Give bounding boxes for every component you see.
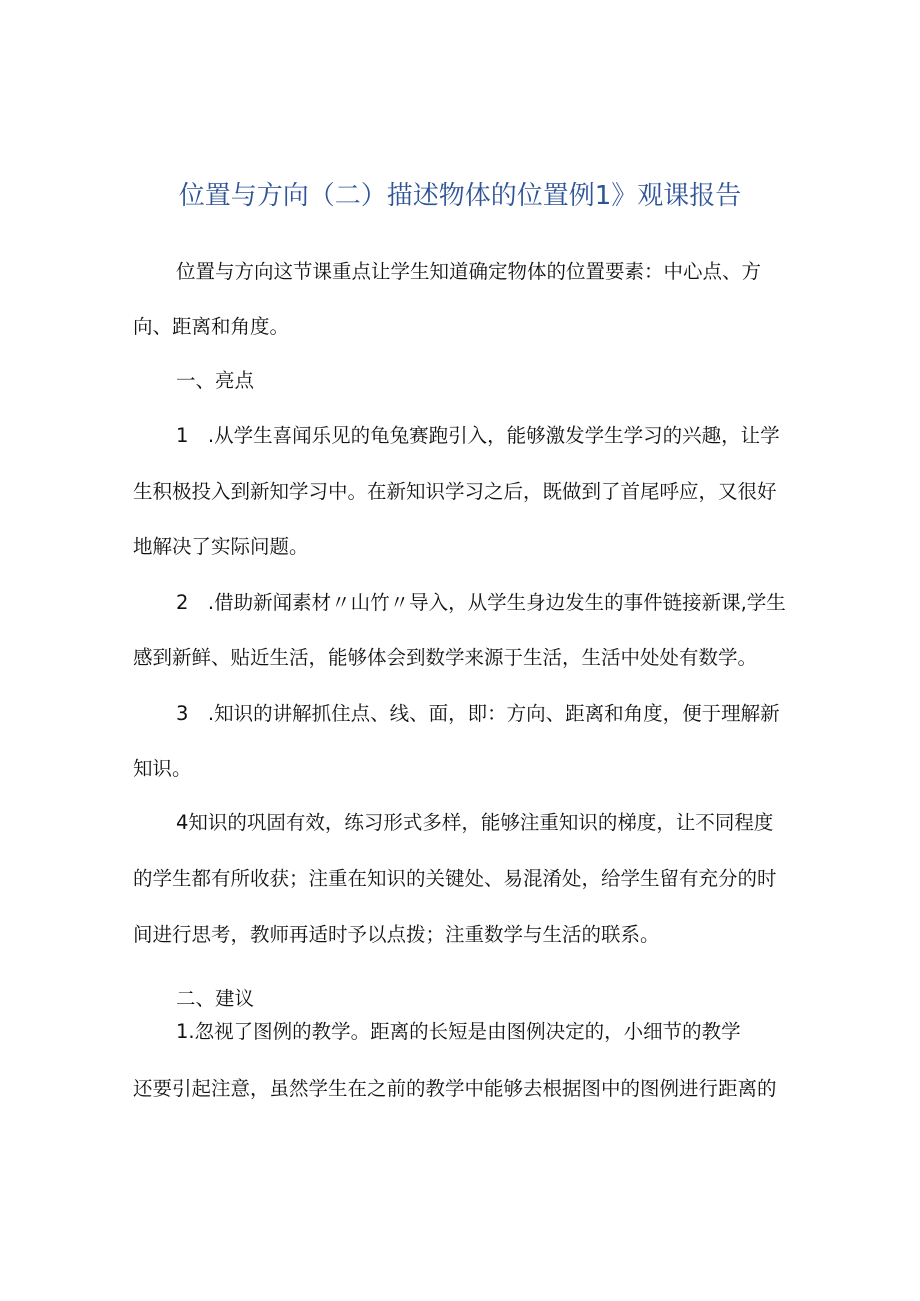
section-1-heading: 一、亮点 xyxy=(176,369,255,392)
highlight-4-line-2: 的学生都有所收获；注重在知识的关键处、易混淆处，给学生留有充分的时 xyxy=(133,867,777,890)
intro-line-2: 向、距离和角度。 xyxy=(133,315,290,338)
highlight-2-line-1: 2 .借助新闻素材〃山竹〃导入，从学生身边发生的事件链接新课,学生 xyxy=(176,591,786,614)
highlight-2-line-2: 感到新鲜、贴近生活，能够体会到数学来源于生活，生活中处处有数学。 xyxy=(133,646,758,669)
highlight-4-line-3: 间进行思考，教师再适时予以点拨；注重数学与生活的联系。 xyxy=(133,923,660,946)
section-2-heading: 二、建议 xyxy=(176,987,255,1010)
intro-line-1: 位置与方向这节课重点让学生知道确定物体的位置要素：中心点、方 xyxy=(176,260,762,283)
document-title: 位置与方向（二）描述物体的位置例1》观课报告 xyxy=(178,181,742,211)
highlight-1-line-2: 生积极投入到新知学习中。在新知识学习之后，既做到了首尾呼应，又很好 xyxy=(133,480,777,503)
highlight-3-line-1: 3 .知识的讲解抓住点、线、面，即：方向、距离和角度，便于理解新 xyxy=(176,702,780,725)
highlight-4-line-1: 4知识的巩固有效，练习形式多样，能够注重知识的梯度，让不同程度 xyxy=(176,811,774,834)
highlight-3-line-2: 知识。 xyxy=(133,757,192,780)
highlight-1-line-3: 地解决了实际问题。 xyxy=(133,535,309,558)
suggestion-1-line-2: 还要引起注意，虽然学生在之前的教学中能够去根据图中的图例进行距离的 xyxy=(133,1077,777,1100)
suggestion-1-line-1: 1.忽视了图例的教学。距离的长短是由图例决定的，小细节的教学 xyxy=(176,1020,741,1043)
highlight-1-line-1: 1 .从学生喜闻乐见的龟兔赛跑引入，能够激发学生学习的兴趣，让学 xyxy=(176,424,780,447)
